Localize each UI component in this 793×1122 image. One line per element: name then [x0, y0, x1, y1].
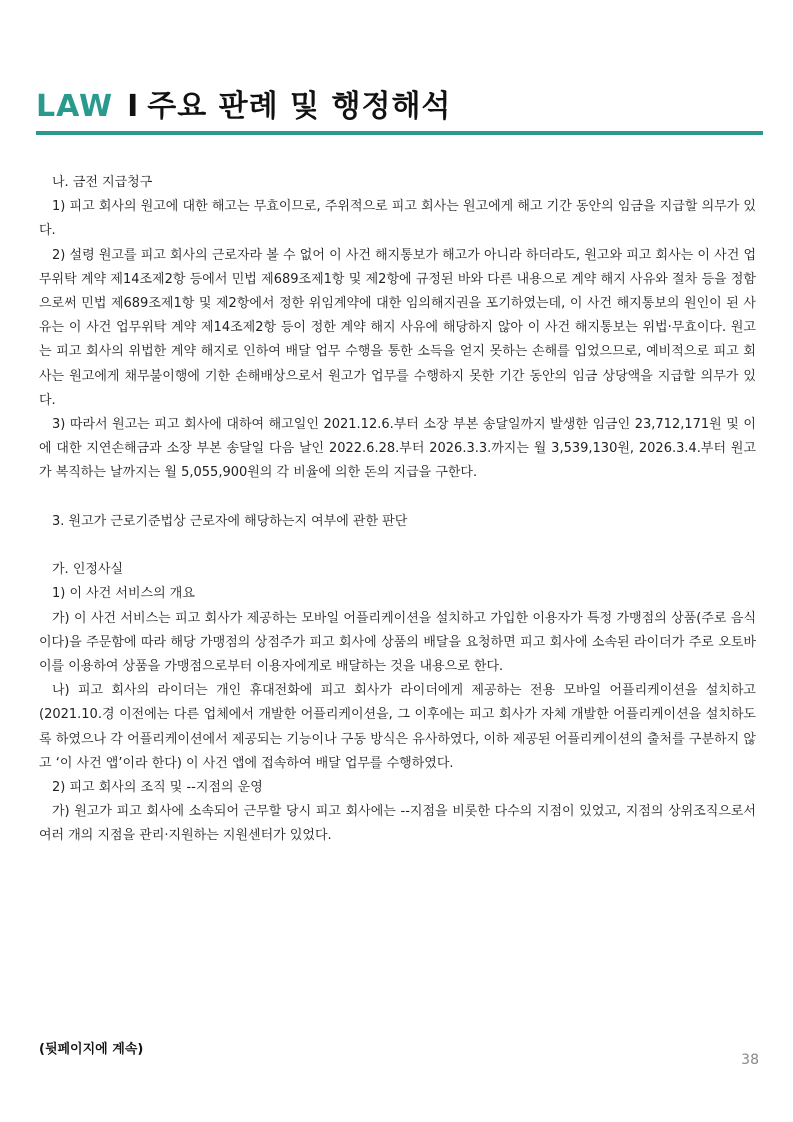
paragraph-claim-2: 2) 설령 원고를 피고 회사의 근로자라 볼 수 없어 이 사건 해지통보가 해고가 아니라 하더라도, 원고와 피고 회사는 이 사건 업무위탁 계약 제14조제2항 등에서 민법 제689조제1항 및 제2항에 규정된 바와 다른 내용으로 계약 해지 사유와 절차 등을 정함으로써 민법 제689조제1항 및 제2항에서 정한 위임계약에 대한 임의해지권을 포기하였는데, 이 사건 해지통보의 원인이 된 사유는 이 사건 업무위탁 계약 제14조제2항 등이 정한 계약 해지 사유에 해당하지 않아 이 사건 해지통보는 위법·무효이다. 원고는 피고 회사의 위법한 계약 해지로 인하여 배달 업무 수행을 통한 소득을 얻지 못하는 손해를 입었으므로, 예비적으로 피고 회사는 원고에게 채무불이행에 기한 손해배상으로서 원고가 업무를 수행하지 못한 기간 동안의 임금 상당액을 지급할 의무가 있다. [39, 247, 756, 408]
continue-note: (뒷페이지에 계속) [39, 1042, 144, 1057]
paragraph-claim-3: 3) 따라서 원고는 피고 회사에 대하여 해고일인 2021.12.6.부터 소장 부본 송달일까지 발생한 임금인 23,712,171원 및 이에 대한 지연손해금과 소장 부본 송달일 다음 날인 2022.6.28.부터 2026.3.3.까지는 월 3,539,130원, 2026.3.4.부터 원고가 복직하는 날까지는 월 5,055,900원의 각 비율에 의한 돈의 지급을 구한다. [39, 417, 756, 481]
page-title: 주요 판례 및 행정해석 [147, 89, 452, 124]
page-number: 38 [741, 1052, 759, 1068]
spacer [39, 486, 756, 510]
paragraph-claim-1: 1) 피고 회사의 원고에 대한 해고는 무효이므로, 주위적으로 피고 회사는 원고에게 해고 기간 동안의 임금을 지급할 의무가 있다. [39, 199, 756, 239]
document-body [39, 171, 756, 849]
paragraph-organization-a: 가) 원고가 피고 회사에 소속되어 근무할 당시 피고 회사에는 --지점을 비롯한 다수의 지점이 있었고, 지점의 상위조직으로서 여러 개의 지점을 관리·지원하는 지원센터가 있었다. [39, 804, 756, 844]
section-title [36, 84, 451, 130]
page-header [36, 84, 763, 134]
header-rule [36, 131, 763, 135]
paragraph-service-a: 가) 이 사건 서비스는 피고 회사가 제공하는 모바일 어플리케이션을 설치하고 가입한 이용자가 특정 가맹점의 상품(주로 음식이다)을 주문함에 따라 해당 가맹점의 상점주가 피고 회사에 상품의 배달을 요청하면 피고 회사에 소속된 라이더가 주로 오토바이를 이용하여 상품을 가맹점으로부터 이용자에게로 배달하는 것을 내용으로 한다. [39, 610, 756, 675]
section-heading-worker-status: 3. 원고가 근로기준법상 근로자에 해당하는지 여부에 관한 판단 [52, 513, 408, 529]
paragraph-service-b: 나) 피고 회사의 라이더는 개인 휴대전화에 피고 회사가 라이더에게 제공하는 전용 모바일 어플리케이션을 설치하고(2021.10.경 이전에는 다른 업체에서 개발한 어플리케이션을, 그 이후에는 피고 회사가 자체 개발한 어플리케이션을 설치하도록 하였으나 각 어플리케이션에서 제공되는 기능이나 구동 방식은 유사하였다, 이하 제공된 어플리케이션의 출처를 구분하지 않고 ‘이 사건 앱’이라 한다) 이 사건 앱에 접속하여 배달 업무를 수행하였다. [39, 683, 756, 771]
spacer [39, 534, 756, 558]
subheading-money-claim: 나. 금전 지급청구 [52, 175, 153, 190]
subheading-facts: 가. 인정사실 [52, 562, 124, 578]
item-service-overview: 1) 이 사건 서비스의 개요 [52, 586, 195, 602]
brand-label: LAW [36, 89, 114, 124]
item-organization: 2) 피고 회사의 조직 및 --지점의 운영 [52, 780, 263, 796]
title-separator: I [127, 89, 140, 124]
